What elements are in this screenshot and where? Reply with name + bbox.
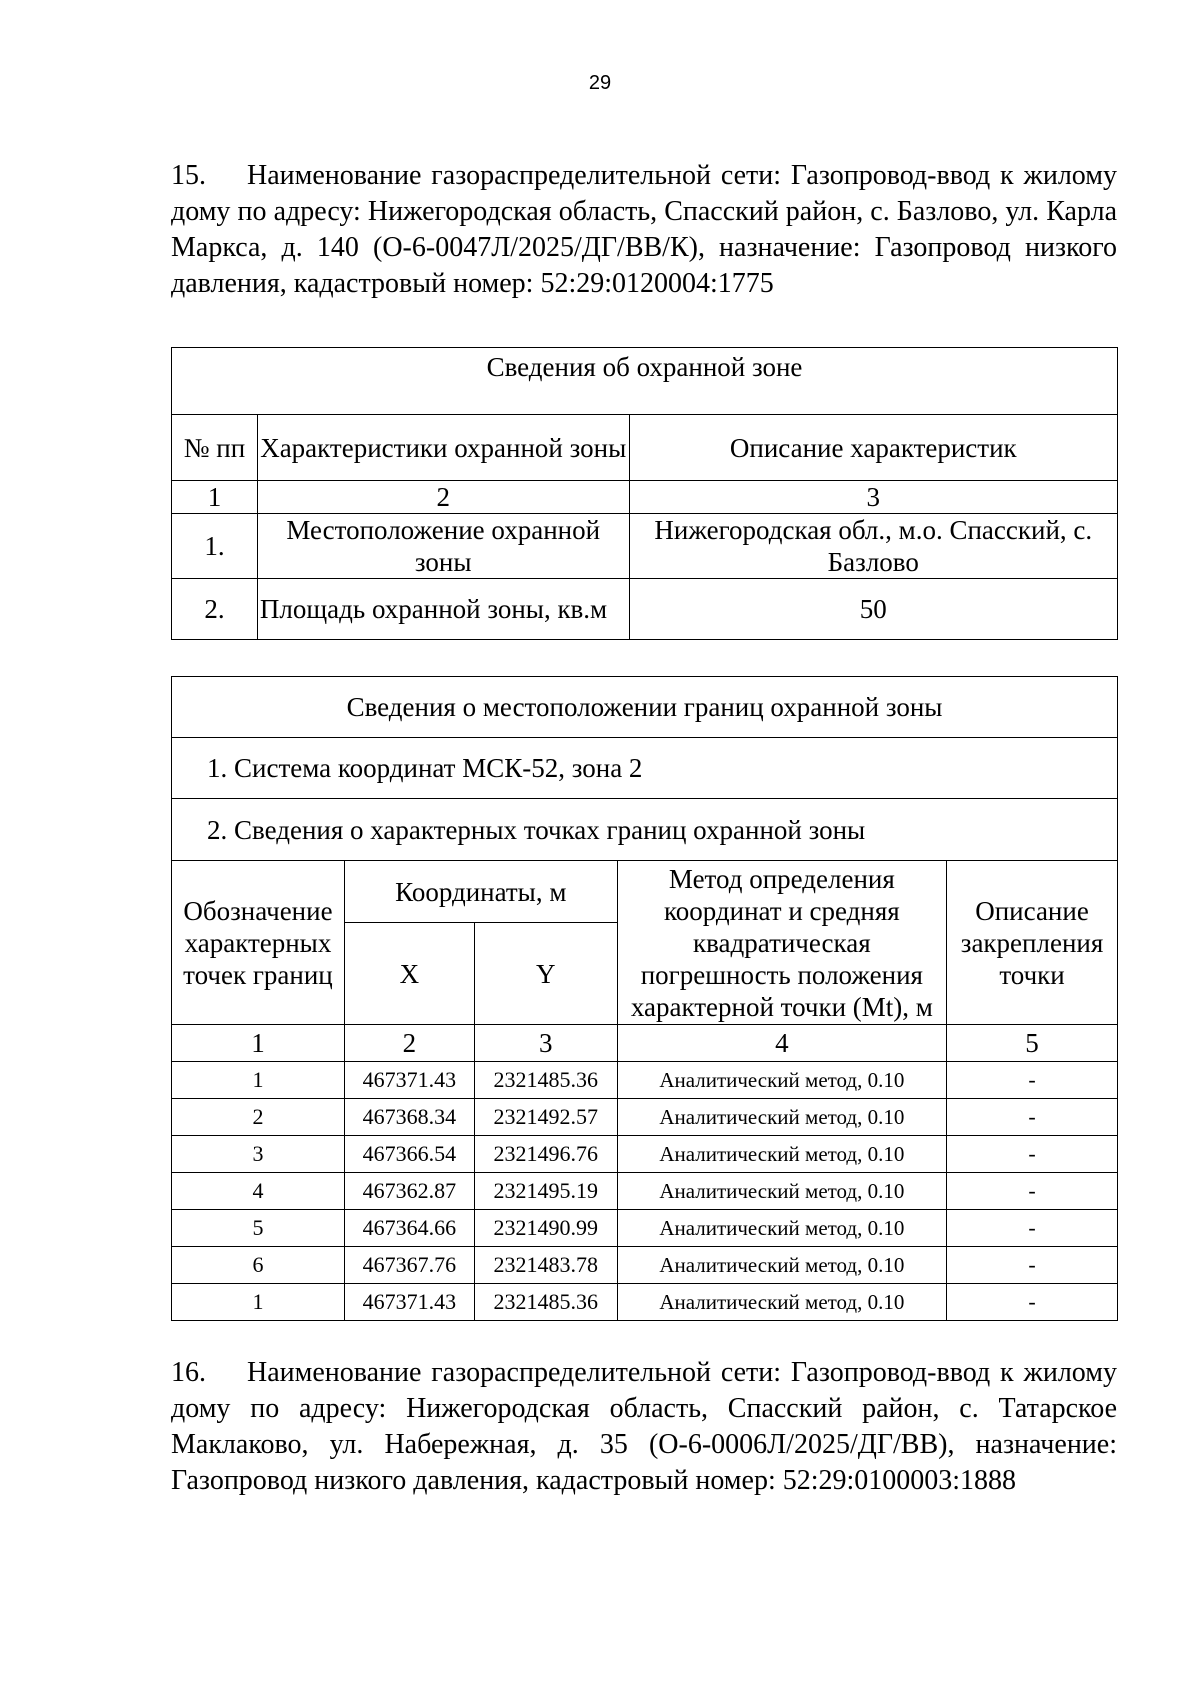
point-description: - [947, 1210, 1118, 1247]
point-y: 2321483.78 [474, 1247, 617, 1284]
header-method: Метод определения координат и средняя квадратическая погрешность положения характерной точки (Mt), м [617, 861, 946, 1025]
boundary-col-number: 3 [474, 1025, 617, 1062]
header-y: Y [474, 923, 617, 1025]
header-x: X [344, 923, 474, 1025]
zone-row-description: 50 [629, 579, 1117, 640]
point-x: 467362.87 [344, 1173, 474, 1210]
zone-col-number: 2 [257, 481, 629, 514]
point-designation: 4 [172, 1173, 345, 1210]
header-coordinates: Координаты, м [344, 861, 617, 923]
point-x: 467371.43 [344, 1062, 474, 1099]
point-designation: 3 [172, 1136, 345, 1173]
zone-header-characteristics: Характеристики охранной зоны [257, 415, 629, 481]
boundary-col-number: 1 [172, 1025, 345, 1062]
coordinate-system: 1. Система координат МСК-52, зона 2 [172, 738, 1118, 799]
point-designation: 1 [172, 1062, 345, 1099]
point-x: 467366.54 [344, 1136, 474, 1173]
point-designation: 1 [172, 1284, 345, 1321]
zone-row-description: Нижегородская обл., м.о. Спасский, с. Базлово [629, 514, 1117, 579]
point-description: - [947, 1247, 1118, 1284]
point-y: 2321496.76 [474, 1136, 617, 1173]
header-designation: Обозначение характерных точек границ [172, 861, 345, 1025]
point-y: 2321490.99 [474, 1210, 617, 1247]
zone-row-number: 2. [172, 579, 258, 640]
table-row [172, 1284, 1118, 1321]
point-y: 2321495.19 [474, 1173, 617, 1210]
point-method: Аналитический метод, 0.10 [617, 1173, 946, 1210]
point-y: 2321485.36 [474, 1284, 617, 1321]
point-method: Аналитический метод, 0.10 [617, 1099, 946, 1136]
item-15-paragraph [171, 158, 1117, 302]
point-x: 467368.34 [344, 1099, 474, 1136]
point-x: 467371.43 [344, 1284, 474, 1321]
zone-header-description: Описание характеристик [629, 415, 1117, 481]
point-description: - [947, 1062, 1118, 1099]
point-y: 2321492.57 [474, 1099, 617, 1136]
zone-row-characteristic: Местоположение охранной зоны [257, 514, 629, 579]
item-16-paragraph [171, 1355, 1117, 1499]
point-method: Аналитический метод, 0.10 [617, 1284, 946, 1321]
zone-row-characteristic: Площадь охранной зоны, кв.м [257, 579, 629, 640]
table-row [172, 1173, 1118, 1210]
table-row [172, 1062, 1118, 1099]
zone-col-number: 1 [172, 481, 258, 514]
point-designation: 5 [172, 1210, 345, 1247]
page-number: 29 [588, 72, 612, 94]
zone-header-number: № пп [172, 415, 258, 481]
table-row [172, 1099, 1118, 1136]
zone-col-number: 3 [629, 481, 1117, 514]
boundary-table-title: Сведения о местоположении границ охранной зоны [172, 677, 1118, 738]
point-description: - [947, 1284, 1118, 1321]
point-method: Аналитический метод, 0.10 [617, 1062, 946, 1099]
zone-row-number: 1. [172, 514, 258, 579]
protection-zone-table [171, 347, 1118, 640]
header-point-description: Описание закрепления точки [947, 861, 1118, 1025]
point-x: 467367.76 [344, 1247, 474, 1284]
point-designation: 6 [172, 1247, 345, 1284]
point-method: Аналитический метод, 0.10 [617, 1247, 946, 1284]
zone-table-title: Сведения об охранной зоне [172, 348, 1118, 415]
boundary-col-number: 4 [617, 1025, 946, 1062]
table-row [172, 1247, 1118, 1284]
point-y: 2321485.36 [474, 1062, 617, 1099]
item-16-number: 16. [171, 1357, 206, 1388]
boundary-col-number: 2 [344, 1025, 474, 1062]
boundary-col-number: 5 [947, 1025, 1118, 1062]
item-15-number: 15. [171, 160, 206, 191]
point-description: - [947, 1136, 1118, 1173]
item-15-text: Наименование газораспределительной сети: Газопровод-ввод к жилому дому по адресу: Нижегородская область, Спасский район, с. Базлово, ул. Карла Маркса, д. 140 (О-6-0047Л/2025/ДГ/ВВ/К), назначение: Газопровод низкого давления, кадастровый номер: 52:29:0120004:1775 [171, 160, 1117, 299]
point-description: - [947, 1099, 1118, 1136]
table-row [172, 1136, 1118, 1173]
table-row [172, 1210, 1118, 1247]
point-designation: 2 [172, 1099, 345, 1136]
boundary-location-table [171, 676, 1118, 1321]
item-16-text: Наименование газораспределительной сети: Газопровод-ввод к жилому дому по адресу: Нижегородская область, Спасский район, с. Татарское Маклаково, ул. Набережная, д. 35 (О-6-0006Л/2025/ДГ/ВВ), назначение: Газопровод низкого давления, кадастровый номер: 52:29:0100003:1888 [171, 1357, 1117, 1496]
point-method: Аналитический метод, 0.10 [617, 1136, 946, 1173]
points-title: 2. Сведения о характерных точках границ охранной зоны [172, 799, 1118, 861]
point-method: Аналитический метод, 0.10 [617, 1210, 946, 1247]
point-x: 467364.66 [344, 1210, 474, 1247]
point-description: - [947, 1173, 1118, 1210]
